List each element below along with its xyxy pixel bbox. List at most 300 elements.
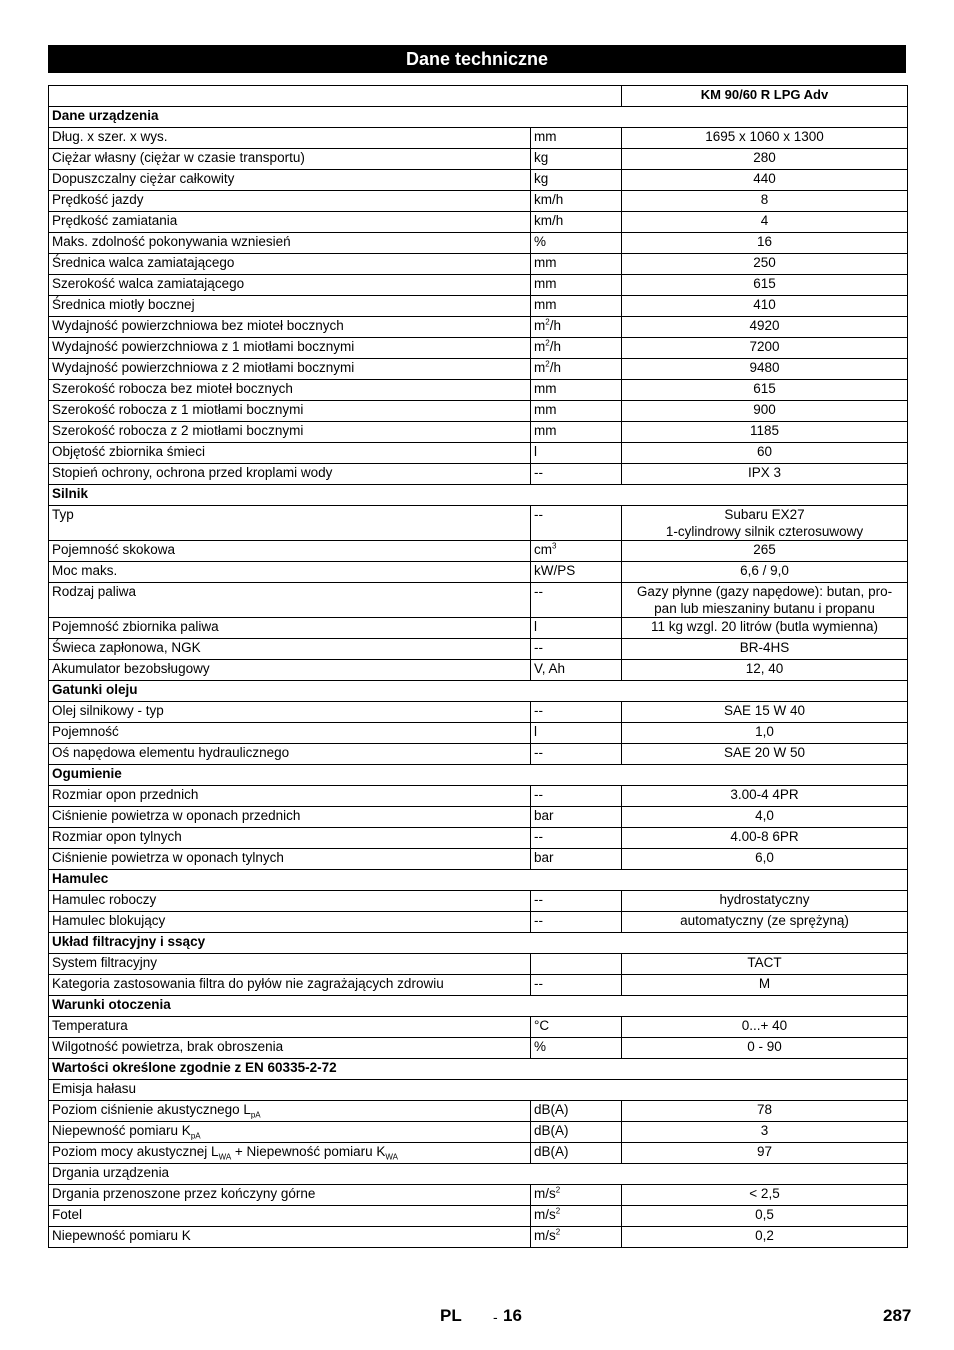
parameter-cell: [49, 702, 531, 723]
value-text: 1,0: [755, 724, 774, 739]
value-cell: [622, 660, 908, 681]
table-row: [49, 618, 908, 639]
unit-cell: [531, 149, 622, 170]
value-text: BR-4HS: [739, 640, 790, 655]
label-subscript: WA: [218, 1152, 232, 1162]
unit-label: l: [534, 724, 537, 739]
parameter-cell: [49, 786, 531, 807]
unit-label: --: [534, 976, 543, 991]
parameter-label: Szerokość walca zamiatającego: [52, 276, 245, 291]
parameter-label: Maks. zdolność pokonywania wzniesień: [52, 234, 291, 249]
table-row: [49, 1017, 908, 1038]
value-text: 280: [753, 150, 776, 165]
parameter-cell: [49, 233, 531, 254]
table-row: [49, 149, 908, 170]
section-row: [49, 1059, 908, 1080]
section-heading: [49, 107, 908, 128]
section-row: [49, 485, 908, 506]
section-heading: [49, 765, 908, 786]
parameter-label: Hamulec blokujący: [52, 913, 166, 928]
parameter-label: Niepewność pomiaru K: [52, 1228, 191, 1243]
parameter-label: Średnica walca zamiatającego: [52, 255, 235, 270]
parameter-label: Typ: [52, 507, 74, 522]
value-text: 4.00-8 6PR: [730, 829, 799, 844]
parameter-cell: [49, 660, 531, 681]
parameter-cell: [49, 338, 531, 359]
parameter-label: Pojemność skokowa: [52, 542, 176, 557]
parameter-label: Dopuszczalny ciężar całkowity: [52, 171, 235, 186]
parameter-label: Ciężar własny (ciężar w czasie transportu): [52, 150, 305, 165]
value-cell: [622, 506, 908, 541]
value-text: 11 kg wzgl. 20 litrów (butla wymienna): [650, 619, 879, 634]
label-subscript: WA: [385, 1152, 398, 1162]
parameter-label: System filtracyjny: [52, 955, 158, 970]
value-text: 3.00-4 4PR: [730, 787, 799, 802]
unit-label: mm: [534, 297, 557, 312]
table-row: [49, 1038, 908, 1059]
parameter-label: Rozmiar opon tylnych: [52, 829, 182, 844]
parameter-label: Szerokość robocza z 1 miotłami bocznymi: [52, 402, 304, 417]
parameter-label: Szerokość robocza z 2 miotłami bocznymi: [52, 423, 304, 438]
value-cell: [622, 149, 908, 170]
unit-cell: [531, 1206, 622, 1227]
parameter-label: Pojemność: [52, 724, 119, 739]
parameter-label: Prędkość zamiatania: [52, 213, 178, 228]
unit-label: %: [534, 234, 547, 249]
parameter-cell: [49, 443, 531, 464]
value-cell: [622, 1101, 908, 1122]
value-cell: [622, 807, 908, 828]
table-row: [49, 359, 908, 380]
parameter-cell: [49, 1227, 531, 1248]
value-cell: [622, 191, 908, 212]
footer-page-number: 287: [883, 1306, 912, 1325]
value-text: Subaru EX27: [724, 507, 805, 522]
unit-cell: [531, 296, 622, 317]
value-cell: [622, 275, 908, 296]
table-row: [49, 723, 908, 744]
unit-label: kW/PS: [534, 563, 576, 578]
table-row: [49, 562, 908, 583]
parameter-cell: [49, 191, 531, 212]
section-row: [49, 107, 908, 128]
unit-cell: [531, 583, 622, 618]
value-cell: [622, 1227, 908, 1248]
unit-superscript: 3: [552, 541, 557, 551]
parameter-cell: [49, 723, 531, 744]
unit-label: cm: [534, 542, 552, 557]
value-cell: [622, 464, 908, 485]
value-cell: [622, 422, 908, 443]
unit-label: --: [534, 507, 543, 522]
unit-label: l: [534, 619, 537, 634]
value-cell: [622, 744, 908, 765]
value-cell: [622, 254, 908, 275]
page-title: Dane techniczne: [48, 45, 906, 73]
value-cell: [622, 786, 908, 807]
parameter-cell: [49, 954, 531, 975]
unit-label: kg: [534, 171, 549, 186]
value-cell: [622, 1185, 908, 1206]
value-cell: [622, 1122, 908, 1143]
value-text: 0 - 90: [747, 1039, 782, 1054]
parameter-cell: [49, 1122, 531, 1143]
parameter-cell: [49, 422, 531, 443]
unit-cell: [531, 380, 622, 401]
value-cell: [622, 723, 908, 744]
value-cell: [622, 702, 908, 723]
table-row: [49, 954, 908, 975]
unit-cell: [531, 191, 622, 212]
section-row: [49, 765, 908, 786]
section-heading: [49, 870, 908, 891]
section-row: [49, 933, 908, 954]
unit-cell: [531, 1017, 622, 1038]
value-text: 7200: [749, 339, 780, 354]
parameter-label: Ciśnienie powietrza w oponach przednich: [52, 808, 301, 823]
unit-label: bar: [534, 808, 554, 823]
unit-label: %: [534, 1039, 547, 1054]
value-cell: [622, 828, 908, 849]
parameter-label: Wydajność powierzchniowa z 2 miotłami bocznymi: [52, 360, 355, 375]
unit-label: dB(A): [534, 1123, 569, 1138]
unit-label: bar: [534, 850, 554, 865]
value-text: M: [758, 976, 771, 991]
value-cell: [622, 128, 908, 149]
footer-language: PL: [440, 1306, 462, 1325]
value-text: 250: [753, 255, 776, 270]
table-row: [49, 1227, 908, 1248]
unit-label: --: [534, 829, 543, 844]
parameter-label: Drgania przenoszone przez kończyny górne: [52, 1186, 316, 1201]
unit-label: m: [534, 318, 546, 333]
section-heading: [49, 1059, 908, 1080]
unit-cell: [531, 975, 622, 996]
unit-cell: [531, 828, 622, 849]
label-continuation: + Niepewność pomiaru K: [231, 1144, 386, 1159]
unit-cell: [531, 1122, 622, 1143]
parameter-cell: [49, 149, 531, 170]
table-row: [49, 401, 908, 422]
unit-cell: [531, 1038, 622, 1059]
table-row: [49, 786, 908, 807]
unit-cell: [531, 422, 622, 443]
parameter-cell: [49, 170, 531, 191]
parameter-cell: [49, 744, 531, 765]
footer-dash: -: [493, 1309, 498, 1325]
unit-cell: [531, 233, 622, 254]
value-cell: [622, 562, 908, 583]
value-cell: [622, 1017, 908, 1038]
model-name: KM 90/60 R LPG Adv: [622, 86, 908, 107]
unit-cell: [531, 541, 622, 562]
value-text: < 2,5: [749, 1186, 780, 1201]
value-text: 3: [760, 1123, 769, 1138]
value-cell: [622, 891, 908, 912]
table-row: [49, 1143, 908, 1164]
unit-cell: [531, 170, 622, 191]
value-text: 265: [753, 542, 776, 557]
table-row: [49, 702, 908, 723]
footer-section-page: 16: [503, 1306, 522, 1325]
value-cell: [622, 170, 908, 191]
unit-cell: [531, 464, 622, 485]
table-row: [49, 1185, 908, 1206]
parameter-cell: [49, 1038, 531, 1059]
unit-label: dB(A): [534, 1144, 569, 1159]
parameter-label: Szerokość robocza bez mioteł bocznych: [52, 381, 293, 396]
parameter-cell: [49, 212, 531, 233]
value-text: TACT: [747, 955, 782, 970]
value-text: 0,5: [755, 1207, 774, 1222]
table-row: [49, 170, 908, 191]
value-text: 8: [760, 192, 769, 207]
value-text: 6,6 / 9,0: [740, 563, 789, 578]
heading-label: Układ filtracyjny i ssący: [52, 934, 206, 949]
unit-suffix: /h: [549, 318, 561, 333]
heading-label: Ogumienie: [52, 766, 122, 781]
value-text: Gazy płynne (gazy napędowe): butan, pro-: [636, 584, 893, 599]
unit-cell: [531, 723, 622, 744]
heading-label: Dane urządzenia: [52, 108, 159, 123]
unit-label: mm: [534, 129, 557, 144]
unit-label: --: [534, 745, 543, 760]
section-heading: [49, 996, 908, 1017]
table-row: [49, 1206, 908, 1227]
parameter-label: Hamulec roboczy: [52, 892, 157, 907]
unit-superscript: 2: [555, 1185, 561, 1195]
table-row: [49, 1101, 908, 1122]
parameter-label: Rozmiar opon przednich: [52, 787, 199, 802]
value-text: hydrostatyczny: [719, 892, 810, 907]
unit-label: °C: [534, 1018, 550, 1033]
parameter-cell: [49, 317, 531, 338]
unit-cell: [531, 338, 622, 359]
value-text: 12, 40: [745, 661, 784, 676]
unit-cell: [531, 562, 622, 583]
parameter-label: Akumulator bezobsługowy: [52, 661, 210, 676]
unit-label: mm: [534, 402, 557, 417]
section-heading: [49, 933, 908, 954]
table-row: [49, 275, 908, 296]
parameter-cell: [49, 1185, 531, 1206]
table-row: [49, 422, 908, 443]
unit-label: l: [534, 444, 537, 459]
unit-label: mm: [534, 381, 557, 396]
value-cell: [622, 296, 908, 317]
value-text: 900: [753, 402, 776, 417]
parameter-label: Średnica miotły bocznej: [52, 297, 195, 312]
heading-label: Hamulec: [52, 871, 109, 886]
parameter-label: Prędkość jazdy: [52, 192, 144, 207]
table-row: [49, 443, 908, 464]
parameter-cell: [49, 1017, 531, 1038]
value-text: 0...+ 40: [741, 1018, 788, 1033]
value-text: 410: [753, 297, 776, 312]
parameter-cell: [49, 849, 531, 870]
value-text: 60: [756, 444, 773, 459]
unit-cell: [531, 275, 622, 296]
value-text: 4: [760, 213, 769, 228]
unit-label: kg: [534, 150, 549, 165]
table-row: [49, 828, 908, 849]
parameter-label: Poziom mocy akustycznej L: [52, 1144, 219, 1159]
value-text-line2: pan lub mieszaniny butanu i propanu: [654, 601, 875, 616]
heading-label: Emisja hałasu: [52, 1081, 137, 1096]
parameter-cell: [49, 583, 531, 618]
parameter-label: Objętość zbiornika śmieci: [52, 444, 206, 459]
parameter-label: Rodzaj paliwa: [52, 584, 137, 599]
value-text: SAE 20 W 50: [723, 745, 806, 760]
parameter-label: Niepewność pomiaru K: [52, 1123, 191, 1138]
table-row: [49, 639, 908, 660]
value-text: 78: [756, 1102, 773, 1117]
unit-cell: [531, 702, 622, 723]
section-heading: [49, 485, 908, 506]
unit-cell: [531, 317, 622, 338]
unit-label: m/s: [534, 1228, 556, 1243]
section-row: [49, 996, 908, 1017]
unit-cell: [531, 786, 622, 807]
parameter-label: Temperatura: [52, 1018, 128, 1033]
value-cell: [622, 317, 908, 338]
table-row: [49, 380, 908, 401]
value-cell: [622, 212, 908, 233]
unit-superscript: 2: [545, 338, 550, 348]
parameter-cell: [49, 807, 531, 828]
header-empty-cell: [49, 86, 622, 107]
value-text: 6,0: [755, 850, 774, 865]
table-row: [49, 975, 908, 996]
value-text: 4,0: [755, 808, 774, 823]
label-subscript: pA: [190, 1131, 201, 1141]
parameter-label: Świeca zapłonowa, NGK: [52, 640, 201, 655]
parameter-cell: [49, 618, 531, 639]
unit-cell: [531, 401, 622, 422]
table-row: [49, 254, 908, 275]
parameter-cell: [49, 541, 531, 562]
value-cell: [622, 233, 908, 254]
parameter-label: Stopień ochrony, ochrona przed kroplami wody: [52, 465, 333, 480]
parameter-label: Poziom ciśnienie akustycznego L: [52, 1102, 251, 1117]
unit-label: V, Ah: [534, 661, 566, 676]
value-text: 97: [756, 1144, 773, 1159]
heading-label: Gatunki oleju: [52, 682, 138, 697]
unit-cell: [531, 891, 622, 912]
unit-label: mm: [534, 255, 557, 270]
unit-cell: [531, 1185, 622, 1206]
value-cell: [622, 443, 908, 464]
table-row: [49, 891, 908, 912]
unit-cell: [531, 1101, 622, 1122]
table-row: [49, 506, 908, 541]
unit-label: m/s: [534, 1207, 556, 1222]
value-text-line2: 1-cylindrowy silnik czterosuwowy: [665, 524, 864, 539]
table-row: [49, 660, 908, 681]
parameter-cell: [49, 506, 531, 541]
value-text: 4920: [749, 318, 780, 333]
parameter-label: Wydajność powierzchniowa z 1 miotłami bocznymi: [52, 339, 355, 354]
value-text: 0,2: [755, 1228, 774, 1243]
parameter-cell: [49, 275, 531, 296]
value-text: 1695 x 1060 x 1300: [705, 129, 824, 144]
parameter-label: Dług. x szer. x wys.: [52, 129, 168, 144]
unit-cell: [531, 639, 622, 660]
unit-cell: [531, 506, 622, 541]
section-row: [49, 870, 908, 891]
parameter-label: Ciśnienie powietrza w oponach tylnych: [52, 850, 284, 865]
section-heading: [49, 681, 908, 702]
parameter-cell: [49, 296, 531, 317]
unit-label: m: [534, 339, 546, 354]
value-cell: [622, 1038, 908, 1059]
value-cell: [622, 1143, 908, 1164]
heading-label: Wartości określone zgodnie z EN 60335-2-72: [52, 1060, 337, 1075]
unit-label: --: [534, 584, 543, 599]
value-text: automatyczny (ze sprężyną): [680, 913, 849, 928]
unit-cell: [531, 954, 622, 975]
parameter-label: Fotel: [52, 1207, 83, 1222]
value-text: 615: [753, 381, 776, 396]
table-row: [49, 849, 908, 870]
parameter-label: Wilgotność powietrza, brak obroszenia: [52, 1039, 284, 1054]
unit-superscript: 2: [545, 359, 550, 369]
unit-label: km/h: [534, 192, 564, 207]
unit-cell: [531, 912, 622, 933]
table-row: [49, 233, 908, 254]
parameter-cell: [49, 1206, 531, 1227]
technical-data-table: [48, 85, 908, 1248]
table-row: [49, 338, 908, 359]
value-cell: [622, 975, 908, 996]
unit-superscript: 2: [555, 1206, 561, 1216]
value-cell: [622, 401, 908, 422]
subheading: [49, 1080, 908, 1101]
unit-cell: [531, 660, 622, 681]
value-cell: [622, 338, 908, 359]
value-cell: [622, 849, 908, 870]
heading-label: Warunki otoczenia: [52, 997, 171, 1012]
table-row: [49, 807, 908, 828]
unit-label: --: [534, 913, 543, 928]
table-row: [49, 212, 908, 233]
unit-label: --: [534, 703, 543, 718]
unit-cell: [531, 1143, 622, 1164]
value-cell: [622, 639, 908, 660]
unit-label: mm: [534, 276, 557, 291]
parameter-cell: [49, 912, 531, 933]
unit-cell: [531, 359, 622, 380]
unit-cell: [531, 443, 622, 464]
value-cell: [622, 1206, 908, 1227]
value-text: 615: [753, 276, 776, 291]
value-cell: [622, 541, 908, 562]
value-text: SAE 15 W 40: [723, 703, 806, 718]
subheading-row: [49, 1164, 908, 1185]
parameter-cell: [49, 975, 531, 996]
label-subscript: pA: [250, 1110, 261, 1120]
parameter-cell: [49, 464, 531, 485]
parameter-cell: [49, 128, 531, 149]
parameter-label: Moc maks.: [52, 563, 118, 578]
unit-suffix: /h: [549, 360, 561, 375]
value-text: 1185: [749, 423, 780, 438]
parameter-cell: [49, 1101, 531, 1122]
value-text: 9480: [749, 360, 780, 375]
table-row: [49, 1122, 908, 1143]
unit-label: --: [534, 465, 543, 480]
unit-label: --: [534, 787, 543, 802]
